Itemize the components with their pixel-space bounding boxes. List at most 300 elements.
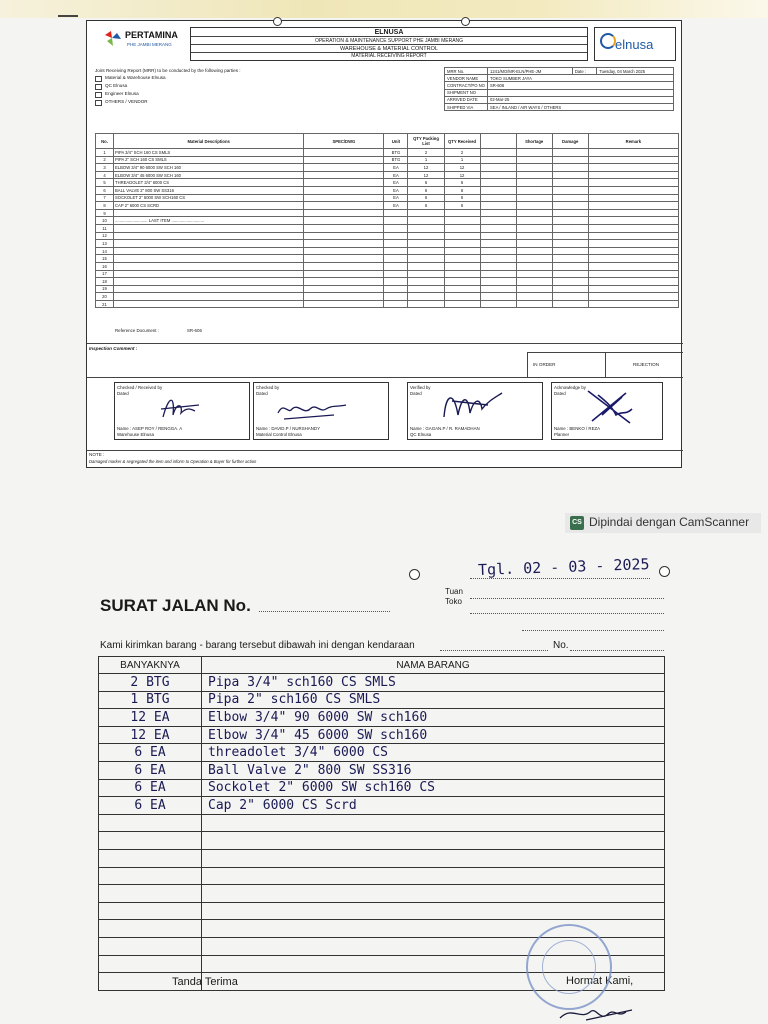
row-qty-packing <box>408 293 444 301</box>
row-extra <box>480 285 516 293</box>
row-damage <box>552 156 588 164</box>
signature-name: Name : GAGAN.P / R. RAMADHAN <box>410 426 480 431</box>
signature-box-qc <box>407 382 543 440</box>
row-shortage <box>516 217 552 225</box>
delivery-item-name: Pipa 2" sch160 CS SMLS <box>202 691 665 709</box>
party-item: QC Elnusa <box>105 83 128 88</box>
row-unit: EA <box>384 164 408 172</box>
row-extra <box>480 202 516 210</box>
delivery-row <box>99 674 665 692</box>
delivery-row <box>99 709 665 727</box>
header-company: ELNUSA <box>191 28 587 37</box>
divider <box>605 352 607 378</box>
binder-hole <box>273 17 282 26</box>
signature-box-planner <box>551 382 663 440</box>
row-qty-received <box>444 224 480 232</box>
header-line3: MATERIAL RECEIVING REPORT <box>351 53 427 59</box>
tuan-label: Tuan <box>445 587 463 596</box>
signature-name: Name : DAVID.P / NURSHANDY <box>256 426 321 431</box>
divider <box>527 352 529 378</box>
row-qty-received: 2 <box>444 149 480 157</box>
info-value: 1241/MO/MR-ELN/PHE-JM <box>488 68 573 75</box>
row-extra <box>480 255 516 263</box>
row-qty-received <box>444 270 480 278</box>
delivery-item-name: threadolet 3/4" 6000 CS <box>202 744 665 762</box>
row-spec <box>304 247 384 255</box>
row-description: ............................ LAST ITEM ............................ <box>114 217 304 225</box>
row-spec <box>304 164 384 172</box>
row-extra <box>480 171 516 179</box>
intro-sentence: Kami kirimkan barang - barang tersebut dibawah ini dengan kendaraan <box>100 640 415 651</box>
toko-dotline <box>470 613 664 614</box>
signature-title: Verified by <box>410 385 431 390</box>
row-extra <box>480 164 516 172</box>
row-qty-packing: 12 <box>408 171 444 179</box>
row-remark <box>588 194 678 202</box>
row-remark <box>588 262 678 270</box>
row-description <box>114 293 304 301</box>
row-remark <box>588 270 678 278</box>
delivery-item-name <box>202 832 665 850</box>
checkbox <box>95 84 102 90</box>
vehicle-dotline <box>440 650 548 651</box>
signature-name: Name : BENKO / REZA <box>554 426 601 431</box>
row-shortage <box>516 278 552 286</box>
surat-jalan-number-line <box>259 611 390 612</box>
row-damage <box>552 300 588 308</box>
row-qty-received <box>444 255 480 263</box>
camscanner-text: Dipindai dengan CamScanner <box>589 515 750 529</box>
delivery-qty <box>99 867 202 885</box>
reference-label: Reference Document : <box>115 328 159 333</box>
info-label: MRR No. <box>445 68 488 75</box>
row-remark <box>588 179 678 187</box>
pertamina-name: PERTAMINA <box>125 30 178 40</box>
row-unit <box>384 224 408 232</box>
row-description <box>114 224 304 232</box>
row-unit <box>384 262 408 270</box>
delivery-row <box>99 744 665 762</box>
row-unit: EA <box>384 202 408 210</box>
row-no: 20 <box>96 293 114 301</box>
row-qty-received <box>444 300 480 308</box>
delivery-table-header <box>99 657 665 674</box>
row-shortage <box>516 255 552 263</box>
address-dotline <box>522 630 664 631</box>
handwritten-signature <box>274 391 354 423</box>
row-description: BALL VALVE 2" 800 SW SS316 <box>114 186 304 194</box>
delivery-qty <box>99 920 202 938</box>
row-damage <box>552 149 588 157</box>
row-unit <box>384 300 408 308</box>
tanda-terima-label: Tanda Terima <box>172 976 238 988</box>
material-row <box>96 262 679 270</box>
material-row <box>96 300 679 308</box>
binder-hole <box>461 17 470 26</box>
row-shortage <box>516 209 552 217</box>
signature-title: Checked / Received by <box>117 385 163 390</box>
row-extra <box>480 293 516 301</box>
reference-value: SR-606 <box>187 328 202 333</box>
row-damage <box>552 194 588 202</box>
row-qty-received: 6 <box>444 194 480 202</box>
row-spec <box>304 202 384 210</box>
row-qty-received: 6 <box>444 179 480 187</box>
delivery-item-name <box>202 885 665 903</box>
row-unit: BTG <box>384 149 408 157</box>
delivery-qty <box>99 937 202 955</box>
signature-role: Warehouse Elnusa <box>117 432 154 437</box>
row-no: 17 <box>96 270 114 278</box>
material-row <box>96 285 679 293</box>
delivery-item-name: Elbow 3/4" 90 6000 SW sch160 <box>202 709 665 727</box>
column-header: Damage <box>552 134 588 149</box>
row-description <box>114 270 304 278</box>
row-unit <box>384 278 408 286</box>
row-qty-received: 6 <box>444 186 480 194</box>
binder-hole <box>659 566 670 577</box>
row-qty-received <box>444 278 480 286</box>
hormat-kami-label: Hormat Kami, <box>566 975 634 987</box>
row-no: 13 <box>96 240 114 248</box>
row-remark <box>588 232 678 240</box>
row-unit <box>384 270 408 278</box>
info-value: Tuesday, 04 March 2025 <box>597 68 674 75</box>
signature-name: Name : ASEP ROY / RENGGA. A <box>117 426 183 431</box>
row-spec <box>304 262 384 270</box>
row-damage <box>552 278 588 286</box>
row-qty-packing: 6 <box>408 194 444 202</box>
toko-label: Toko <box>445 597 462 606</box>
material-row <box>96 293 679 301</box>
delivery-row <box>99 814 665 832</box>
row-damage <box>552 171 588 179</box>
row-damage <box>552 164 588 172</box>
delivery-qty: 6 EA <box>99 744 202 762</box>
row-unit <box>384 209 408 217</box>
inspection-section <box>87 343 683 377</box>
pertamina-icon <box>103 29 123 47</box>
column-header: QTY Received <box>444 134 480 149</box>
material-table <box>95 133 679 308</box>
delivery-qty: 2 BTG <box>99 674 202 692</box>
row-remark <box>588 300 678 308</box>
delivery-qty: 6 EA <box>99 779 202 797</box>
row-remark <box>588 149 678 157</box>
row-remark <box>588 278 678 286</box>
party-item: OTHERS / VENDOR <box>105 99 148 104</box>
row-shortage <box>516 156 552 164</box>
material-row <box>96 240 679 248</box>
delivery-item-name: Sockolet 2" 6000 SW sch160 CS <box>202 779 665 797</box>
handwritten-signature <box>582 385 642 427</box>
row-unit <box>384 255 408 263</box>
row-qty-received <box>444 240 480 248</box>
handwritten-date: Tgl. 02 - 03 - 2025 <box>477 555 650 579</box>
material-row <box>96 149 679 157</box>
row-shortage <box>516 262 552 270</box>
row-spec <box>304 240 384 248</box>
delivery-qty <box>99 885 202 903</box>
row-no: 2 <box>96 156 114 164</box>
row-spec <box>304 217 384 225</box>
delivery-row <box>99 867 665 885</box>
row-extra <box>480 240 516 248</box>
delivery-row <box>99 779 665 797</box>
checkbox <box>95 100 102 106</box>
material-row <box>96 270 679 278</box>
row-remark <box>588 247 678 255</box>
row-extra <box>480 224 516 232</box>
material-table-header <box>96 134 679 149</box>
inspection-label: Inspection Comment : <box>89 346 138 351</box>
row-qty-received <box>444 217 480 225</box>
row-no: 12 <box>96 232 114 240</box>
row-qty-packing: 6 <box>408 186 444 194</box>
intro-text <box>100 640 415 651</box>
stamp-inner-ring <box>542 940 596 994</box>
delivery-qty: 1 BTG <box>99 691 202 709</box>
material-row <box>96 278 679 286</box>
row-description: ELBOW 3/4" 90 6000 SW SCH 160 <box>114 164 304 172</box>
delivery-qty <box>99 902 202 920</box>
row-spec <box>304 300 384 308</box>
checkbox <box>95 92 102 98</box>
row-spec <box>304 209 384 217</box>
row-spec <box>304 179 384 187</box>
material-row <box>96 217 679 225</box>
row-qty-packing: 6 <box>408 202 444 210</box>
row-qty-packing: 12 <box>408 164 444 172</box>
no-label: No. <box>553 640 569 651</box>
note-text: Damaged marker & segregated the item and inform to Operation & Buyer for further action <box>89 459 257 464</box>
row-shortage <box>516 247 552 255</box>
info-label: ARRIVED DATE <box>445 96 488 103</box>
row-remark <box>588 293 678 301</box>
row-spec <box>304 171 384 179</box>
row-description: ELBOW 3/4" 45 6000 SW SCH 160 <box>114 171 304 179</box>
row-damage <box>552 247 588 255</box>
row-remark <box>588 285 678 293</box>
delivery-qty <box>99 832 202 850</box>
row-extra <box>480 278 516 286</box>
scan-mark <box>58 15 78 17</box>
row-spec <box>304 255 384 263</box>
row-no: 11 <box>96 224 114 232</box>
row-qty-received <box>444 247 480 255</box>
row-unit: EA <box>384 194 408 202</box>
material-receiving-report <box>86 20 682 468</box>
row-remark <box>588 202 678 210</box>
signature-role: QC Elnusa <box>410 432 432 437</box>
row-damage <box>552 232 588 240</box>
row-unit <box>384 247 408 255</box>
row-spec <box>304 293 384 301</box>
checkbox <box>95 76 102 82</box>
info-label: SHIPPED VIA <box>445 103 488 110</box>
divider <box>527 352 683 353</box>
row-no: 7 <box>96 194 114 202</box>
row-shortage <box>516 202 552 210</box>
delivery-row <box>99 691 665 709</box>
row-description <box>114 300 304 308</box>
row-damage <box>552 262 588 270</box>
delivery-row <box>99 885 665 903</box>
row-extra <box>480 262 516 270</box>
row-qty-packing <box>408 217 444 225</box>
surat-jalan-title: SURAT JALAN No. <box>100 596 251 615</box>
row-qty-received: 12 <box>444 164 480 172</box>
row-qty-received <box>444 262 480 270</box>
pertamina-sub: PHE JAMBI MERANG <box>127 42 172 47</box>
row-damage <box>552 285 588 293</box>
row-spec <box>304 278 384 286</box>
column-header: SPEC/DWG <box>304 134 384 149</box>
row-shortage <box>516 285 552 293</box>
row-extra <box>480 156 516 164</box>
row-unit <box>384 293 408 301</box>
row-shortage <box>516 179 552 187</box>
row-unit <box>384 285 408 293</box>
row-qty-received <box>444 285 480 293</box>
row-description <box>114 262 304 270</box>
signature-dated: Dated <box>117 391 129 396</box>
material-row <box>96 255 679 263</box>
row-qty-packing <box>408 247 444 255</box>
row-qty-packing <box>408 262 444 270</box>
delivery-row <box>99 761 665 779</box>
no-dotline <box>570 650 664 651</box>
binder-hole <box>409 569 420 580</box>
row-qty-packing <box>408 270 444 278</box>
row-description <box>114 209 304 217</box>
row-spec <box>304 232 384 240</box>
row-remark <box>588 186 678 194</box>
row-damage <box>552 224 588 232</box>
material-row <box>96 247 679 255</box>
info-value: 02-Mar-25 <box>488 96 674 103</box>
column-header: Shortage <box>516 134 552 149</box>
row-extra <box>480 149 516 157</box>
row-qty-received: 1 <box>444 156 480 164</box>
delivery-item-name: Elbow 3/4" 45 6000 SW sch160 <box>202 726 665 744</box>
row-damage <box>552 209 588 217</box>
delivery-row <box>99 849 665 867</box>
handwritten-signature <box>438 387 508 423</box>
row-description <box>114 255 304 263</box>
row-remark <box>588 255 678 263</box>
row-description <box>114 247 304 255</box>
info-label: CONTRACT/PO NO <box>445 82 488 89</box>
info-value: TOKO SUMBER JAYA <box>488 75 674 82</box>
column-header: No. <box>96 134 114 149</box>
row-qty-packing <box>408 232 444 240</box>
row-extra <box>480 217 516 225</box>
delivery-row <box>99 726 665 744</box>
report-info-table <box>444 67 674 111</box>
row-no: 5 <box>96 179 114 187</box>
row-no: 8 <box>96 202 114 210</box>
row-damage <box>552 179 588 187</box>
signature-dated: Dated <box>554 391 566 396</box>
row-damage <box>552 186 588 194</box>
delivery-qty: 6 EA <box>99 761 202 779</box>
row-qty-packing <box>408 209 444 217</box>
row-no: 21 <box>96 300 114 308</box>
row-qty-received <box>444 209 480 217</box>
row-no: 19 <box>96 285 114 293</box>
row-extra <box>480 270 516 278</box>
row-description: PIPA 2" SCH 160 CS SMLS <box>114 156 304 164</box>
tuan-dotline <box>470 598 664 599</box>
row-no: 4 <box>96 171 114 179</box>
row-extra <box>480 194 516 202</box>
row-unit <box>384 217 408 225</box>
signature-dated: Dated <box>410 391 422 396</box>
column-header: Unit <box>384 134 408 149</box>
row-qty-packing <box>408 255 444 263</box>
row-unit: EA <box>384 179 408 187</box>
column-header: Remark <box>588 134 678 149</box>
delivery-qty <box>99 814 202 832</box>
row-spec <box>304 186 384 194</box>
row-unit <box>384 232 408 240</box>
row-remark <box>588 240 678 248</box>
material-row <box>96 164 679 172</box>
delivery-qty <box>99 849 202 867</box>
row-description <box>114 232 304 240</box>
delivery-qty <box>99 955 202 973</box>
row-extra <box>480 232 516 240</box>
info-value: SEA / INLAND / AIR WAYS / OTHERS <box>488 103 674 110</box>
delivery-row <box>99 902 665 920</box>
pertamina-logo <box>103 27 183 53</box>
row-shortage <box>516 270 552 278</box>
delivery-item-name <box>202 814 665 832</box>
elnusa-logo <box>594 27 676 61</box>
row-description <box>114 285 304 293</box>
row-shortage <box>516 194 552 202</box>
row-description <box>114 278 304 286</box>
scan-top-strip <box>0 0 768 18</box>
row-spec <box>304 270 384 278</box>
row-description: PIPA 3/4" SCH 160 CS SMLS <box>114 149 304 157</box>
delivery-item-name: Pipa 3/4" sch160 CS SMLS <box>202 674 665 692</box>
elnusa-icon <box>600 33 616 49</box>
info-value: SR-606 <box>488 82 674 89</box>
row-no: 14 <box>96 247 114 255</box>
material-row <box>96 232 679 240</box>
elnusa-name: elnusa <box>615 37 654 52</box>
info-label: VENDOR NAME <box>445 75 488 82</box>
delivery-row <box>99 832 665 850</box>
row-no: 6 <box>96 186 114 194</box>
row-damage <box>552 217 588 225</box>
row-damage <box>552 240 588 248</box>
row-shortage <box>516 224 552 232</box>
row-no: 15 <box>96 255 114 263</box>
row-spec <box>304 224 384 232</box>
row-qty-packing: 1 <box>408 156 444 164</box>
row-shortage <box>516 186 552 194</box>
company-stamp <box>526 924 612 1010</box>
row-no: 3 <box>96 164 114 172</box>
signature-title: Checked by <box>256 385 280 390</box>
row-remark <box>588 217 678 225</box>
info-value <box>488 89 674 96</box>
row-extra <box>480 247 516 255</box>
signature-role: Planner <box>554 432 570 437</box>
